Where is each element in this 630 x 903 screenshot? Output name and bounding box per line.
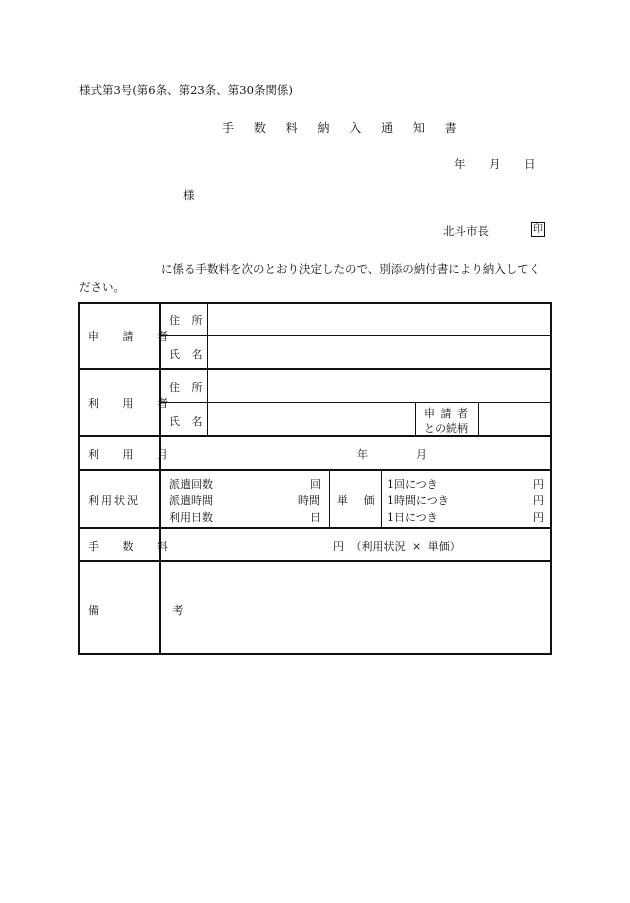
- body-text-line2: ださい。: [79, 280, 125, 294]
- date-year-label: 年: [454, 157, 466, 171]
- relation-label-line2: との続柄: [424, 422, 468, 435]
- addressee-suffix: 様: [183, 188, 195, 202]
- applicant-user-divider: [79, 368, 551, 370]
- relation-label-line1: 申 請 者: [424, 407, 469, 420]
- remarks-label: 備 考: [88, 604, 219, 617]
- body-text-line1: に係る手数料を次のとおり決定したので、別添の納付書により納入してく: [161, 262, 541, 276]
- applicant-row-divider: [160, 335, 551, 336]
- dispatch-hours-label: 派遣時間: [169, 494, 213, 507]
- usage-status-divider: [79, 469, 551, 471]
- usage-month-unit: 月: [416, 448, 427, 461]
- applicant-label: [88, 328, 178, 344]
- dispatch-count-unit: 回: [310, 478, 321, 491]
- user-label: 利 用 者: [88, 397, 178, 410]
- usage-status-label: 利用状況: [88, 494, 140, 507]
- seal-mark: 印: [533, 224, 543, 235]
- relation-divider-right: [478, 402, 479, 436]
- user-name-label: 氏 名: [169, 415, 207, 428]
- issuer-name: 北斗市長: [443, 224, 489, 238]
- relation-divider-left: [415, 402, 416, 436]
- dispatch-hours-unit: 時間: [298, 494, 320, 507]
- date-day-label: 日: [524, 157, 536, 171]
- date-month-label: 月: [489, 157, 501, 171]
- remarks-divider: [79, 560, 551, 562]
- applicant-name-label: 氏 名: [169, 348, 207, 361]
- unit-price-divider: [381, 470, 382, 527]
- fee-divider: [79, 527, 551, 529]
- document-title: 手 数 料 納 入 通 知 書: [222, 121, 462, 135]
- applicant-label-text: 申 請 者: [88, 330, 178, 343]
- usage-days-unit: 日: [310, 511, 321, 524]
- per-day-label: 1日につき: [387, 511, 438, 524]
- status-divider: [329, 470, 330, 527]
- usage-days-label: 利用日数: [169, 511, 213, 524]
- usage-year-unit: 年: [357, 448, 368, 461]
- form-number: 様式第3号(第6条、第23条、第30条関係): [79, 83, 293, 97]
- user-address-label: 住 所: [169, 381, 207, 394]
- per-hour-yen: 円: [533, 494, 544, 507]
- per-time-label: 1回につき: [387, 478, 438, 491]
- unit-price-label: 単 価: [337, 494, 381, 507]
- fee-formula: 円 （利用状況 × 単価）: [333, 540, 461, 553]
- fee-label: 手 数 料: [88, 540, 178, 553]
- per-time-yen: 円: [533, 478, 544, 491]
- usage-month-label: 利 用 月: [88, 448, 178, 461]
- applicant-address-label: 住 所: [169, 314, 207, 327]
- user-row-divider: [160, 402, 551, 403]
- usage-month-divider: [79, 435, 551, 437]
- per-day-yen: 円: [533, 511, 544, 524]
- dispatch-count-label: 派遣回数: [169, 478, 213, 491]
- per-hour-label: 1時間につき: [387, 494, 449, 507]
